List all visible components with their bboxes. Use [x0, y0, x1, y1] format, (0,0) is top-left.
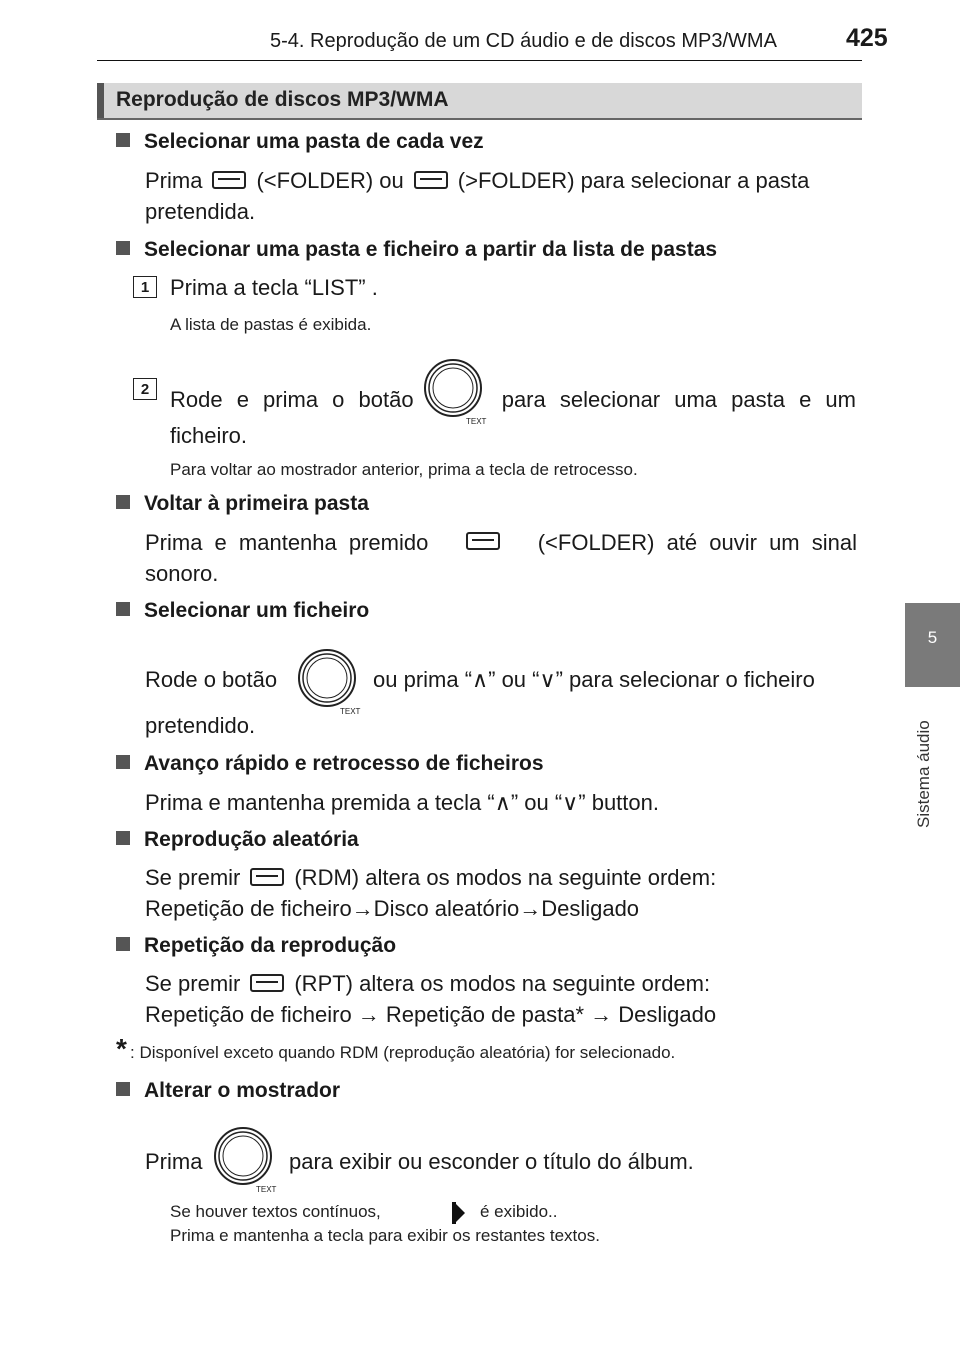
- paragraph-folder-one-cont: pretendida.: [145, 199, 256, 224]
- step-number-2: 2: [133, 378, 157, 400]
- heading-text: Avanço rápido e retrocesso de ficheiros: [144, 752, 544, 775]
- text: Prima: [145, 168, 203, 193]
- bullet-square-icon: [116, 937, 130, 951]
- heading-text: Alterar o mostrador: [144, 1079, 341, 1102]
- bullet-square-icon: [116, 602, 130, 616]
- display-note-1a: Se houver textos contínuos,: [170, 1202, 381, 1221]
- step-1-note: A lista de pastas é exibida.: [170, 315, 372, 334]
- knob-label: TEXT: [465, 417, 487, 426]
- step-2-text: [170, 372, 856, 428]
- knob-label: TEXT: [340, 707, 361, 716]
- section-banner-mark: [97, 83, 104, 119]
- paragraph-random: [145, 862, 716, 894]
- heading-text: Selecionar um ficheiro: [144, 599, 370, 622]
- paragraph-folder-one: [145, 165, 857, 197]
- heading-text: Selecionar uma pasta e ficheiro a partir da lista de pastas: [144, 238, 718, 261]
- bullet-square-icon: [116, 495, 130, 509]
- text: Prima e mantenha premido: [145, 530, 429, 555]
- rdm-button-icon: [250, 868, 284, 886]
- heading-text: Repetição da reprodução: [144, 934, 397, 957]
- select-file-text-c: pretendido.: [145, 713, 256, 738]
- select-file-text-b: ou prima “∧” ou “∨” para selecionar o ficheiro: [373, 667, 815, 692]
- text: (<FOLDER) ou: [256, 168, 404, 193]
- heading-folder-list: [116, 238, 717, 262]
- chapter-label: Sistema áudio: [914, 720, 933, 828]
- step-number-1: 1: [133, 276, 157, 298]
- heading-fast: [116, 752, 544, 776]
- text: para selecionar uma pasta e um: [501, 387, 856, 412]
- paragraph-random-order: Repetição de ficheiro→Disco aleatório→Desligado: [145, 896, 640, 921]
- bullet-square-icon: [116, 241, 130, 255]
- footnote-text: : Disponível exceto quando RDM (reprodução aleatória) for selecionado.: [130, 1043, 676, 1062]
- folder-down-button-icon: [212, 171, 246, 189]
- footnote-star: *: [116, 1033, 127, 1064]
- display-text-a: Prima: [145, 1149, 203, 1174]
- paragraph-repeat: [145, 968, 710, 1000]
- bullet-square-icon: [116, 133, 130, 147]
- text: Rode e prima o botão: [170, 387, 414, 412]
- heading-first-folder: [116, 492, 369, 516]
- tune-knob-icon: [213, 1126, 283, 1196]
- heading-random: [116, 828, 359, 852]
- running-header: 5-4. Reprodução de um CD áudio e de discos MP3/WMA: [270, 30, 777, 52]
- text: Se premir: [145, 865, 241, 890]
- page-number: 425: [846, 24, 888, 52]
- heading-text: Reprodução aleatória: [144, 828, 359, 851]
- display-note-2: Prima e mantenha a tecla para exibir os restantes textos.: [170, 1226, 600, 1245]
- text: (>FOLDER) para selecionar a pasta: [457, 168, 810, 193]
- section-banner-rule: [97, 118, 862, 120]
- step-2-text-cont: ficheiro.: [170, 423, 248, 448]
- heading-repeat: [116, 934, 396, 958]
- bullet-square-icon: [116, 831, 130, 845]
- select-file-text-a: Rode o botão: [145, 667, 278, 692]
- text: Se premir: [145, 971, 241, 996]
- heading-text: Voltar à primeira pasta: [144, 492, 369, 515]
- heading-display: [116, 1079, 340, 1103]
- tune-knob-icon: [423, 358, 493, 428]
- continuation-arrow-icon: [448, 1200, 468, 1226]
- tune-knob-icon: [297, 648, 367, 718]
- section-title: Reprodução de discos MP3/WMA: [116, 88, 449, 111]
- display-note-1b: é exibido..: [480, 1202, 558, 1221]
- heading-select-file: [116, 599, 369, 623]
- heading-text: Selecionar uma pasta de cada vez: [144, 130, 484, 153]
- text: (RDM) altera os modos na seguinte ordem:: [294, 865, 717, 890]
- heading-folder-one: [116, 130, 484, 154]
- folder-up-button-icon: [414, 171, 448, 189]
- step-2-note: Para voltar ao mostrador anterior, prima a tecla de retrocesso.: [170, 460, 638, 479]
- knob-label: TEXT: [256, 1185, 277, 1194]
- paragraph-first-folder-cont: sonoro.: [145, 561, 219, 586]
- bullet-square-icon: [116, 755, 130, 769]
- header-rule: [97, 60, 862, 61]
- step-1-text: Prima a tecla “LIST” .: [170, 275, 378, 300]
- text: (RPT) altera os modos na seguinte ordem:: [294, 971, 711, 996]
- paragraph-first-folder: [145, 527, 857, 559]
- paragraph-repeat-order: Repetição de ficheiro → Repetição de pasta* → Desligado: [145, 1002, 717, 1027]
- bullet-square-icon: [116, 1082, 130, 1096]
- paragraph-fast: Prima e mantenha premida a tecla “∧” ou “∨” button.: [145, 790, 659, 815]
- display-text-b: para exibir ou esconder o título do álbum.: [289, 1149, 694, 1174]
- rpt-button-icon: [250, 974, 284, 992]
- text: (<FOLDER) até ouvir um sinal: [537, 530, 857, 555]
- chapter-number: 5: [927, 628, 938, 647]
- folder-down-button-icon: [466, 532, 500, 550]
